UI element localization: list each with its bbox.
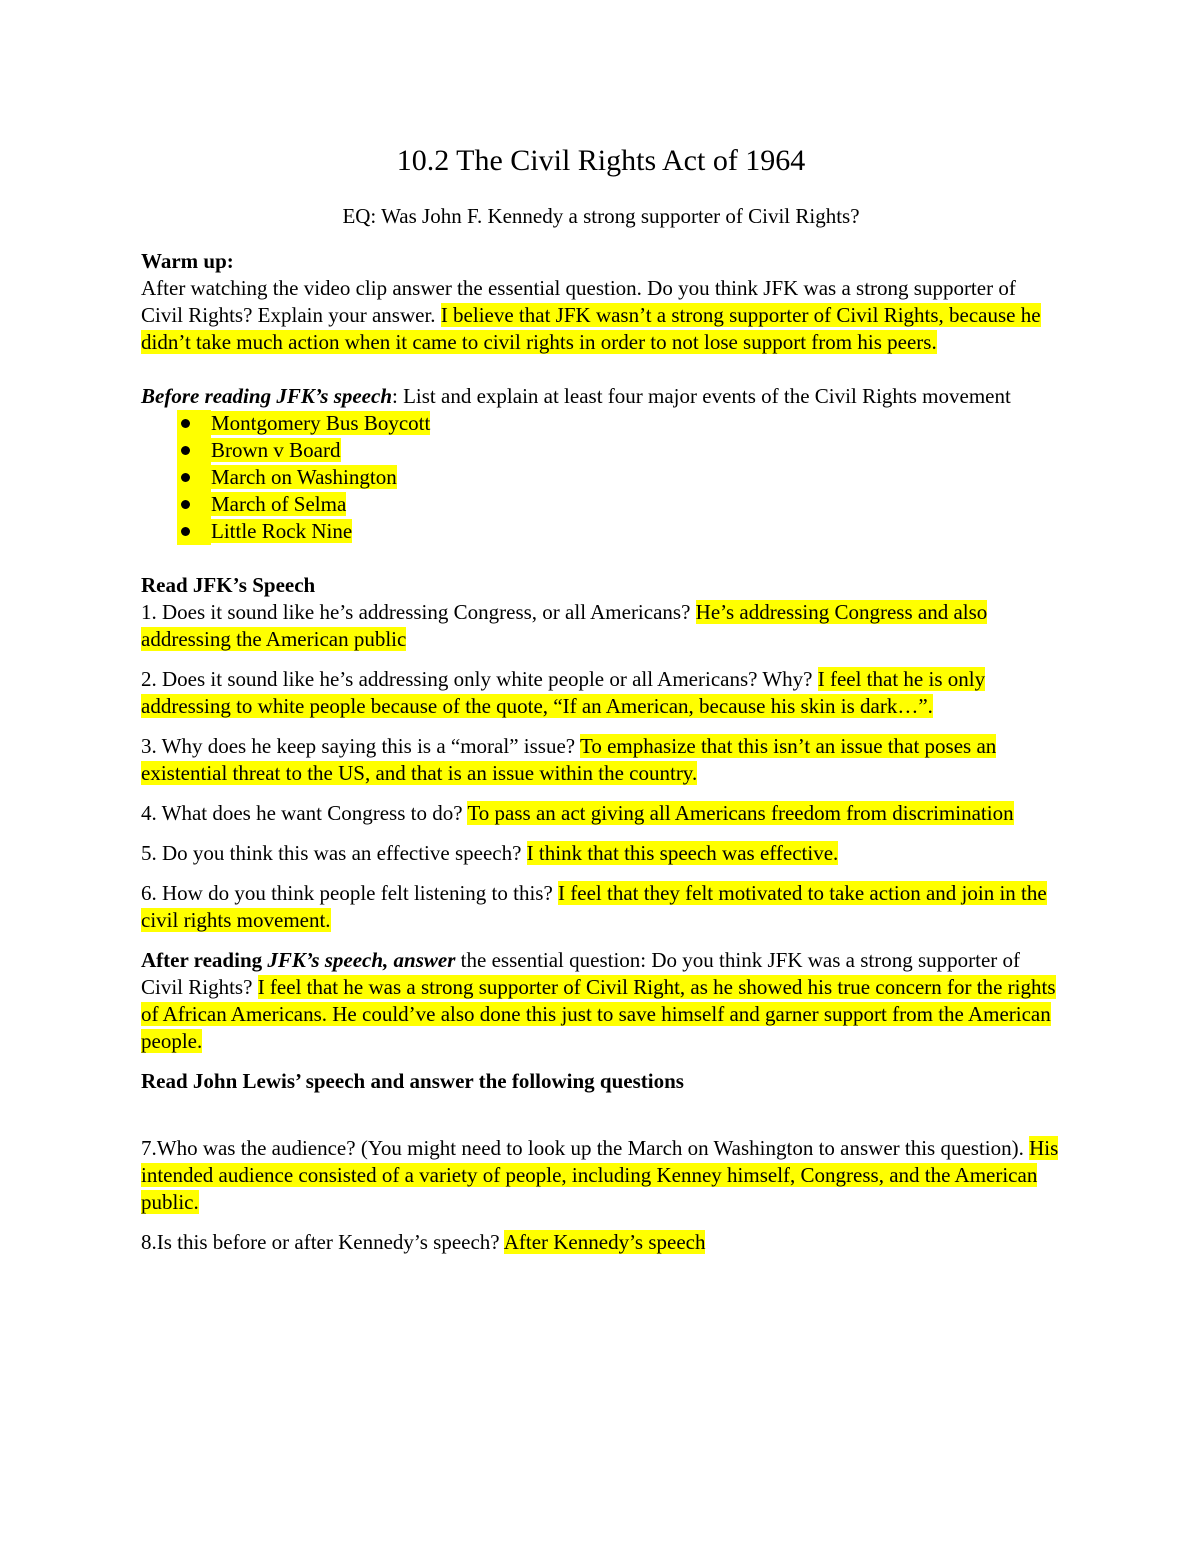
bullet-icon (177, 518, 211, 545)
question-text: 3. Why does he keep saying this is a “moral” issue? (141, 734, 580, 758)
bullet-icon (177, 410, 211, 437)
lewis-heading: Read John Lewis’ speech and answer the following questions (141, 1069, 684, 1093)
answer-text: To emphasize that this isn’t an issue that poses an existential threat to the US, and that is an issue within the country. (141, 734, 997, 785)
bullet-icon (177, 464, 211, 491)
answer-text: His intended audience consisted of a variety of people, including Kenney himself, Congress, and the American public. (141, 1136, 1059, 1214)
after-section (141, 947, 1061, 1055)
question-text: 5. Do you think this was an effective speech? (141, 841, 527, 865)
answer-text: To pass an act giving all Americans freedom from discrimination (467, 801, 1014, 825)
warmup-section (141, 248, 1061, 356)
before-section (141, 383, 1061, 545)
list-item (177, 518, 1061, 545)
question-5 (141, 840, 1061, 867)
warmup-heading: Warm up: (141, 249, 234, 273)
event-label: Brown v Board (211, 438, 341, 462)
question-text: 6. How do you think people felt listening to this? (141, 881, 559, 905)
document-content (141, 141, 1061, 1256)
list-item (177, 464, 1061, 491)
event-label: March of Selma (211, 492, 347, 516)
after-heading-a: After reading (141, 948, 268, 972)
before-heading: Before reading JFK’s speech (141, 384, 393, 408)
event-label: Little Rock Nine (211, 519, 353, 543)
answer-text: I feel that he is only addressing to white people because of the quote, “If an American, because his skin is dark…”. (141, 667, 986, 718)
after-heading-b: JFK’s speech, answer (267, 948, 456, 972)
answer-text: I think that this speech was effective. (526, 841, 839, 865)
question-text: 8.Is this before or after Kennedy’s speech? (141, 1230, 504, 1254)
before-prompt: : List and explain at least four major events of the Civil Rights movement (392, 384, 1011, 408)
bullet-icon (177, 437, 211, 464)
answer-text: He’s addressing Congress and also addressing the American public (141, 600, 988, 651)
warmup-paragraph (141, 275, 1061, 356)
list-item (177, 491, 1061, 518)
answer-text: After Kennedy’s speech (503, 1230, 706, 1254)
question-text: 4. What does he want Congress to do? (141, 801, 468, 825)
question-3 (141, 733, 1061, 787)
question-text: 2. Does it sound like he’s addressing only white people or all Americans? Why? (141, 667, 818, 691)
document-title: 10.2 The Civil Rights Act of 1964 (396, 144, 806, 177)
question-2 (141, 666, 1061, 720)
jfk-section (141, 572, 1061, 934)
lewis-section (141, 1068, 1061, 1256)
question-8 (141, 1229, 1061, 1256)
question-text: 7.Who was the audience? (You might need to look up the March on Washington to answer this question). (141, 1136, 1030, 1160)
after-paragraph (141, 947, 1061, 1055)
question-text: 1. Does it sound like he’s addressing Congress, or all Americans? (141, 600, 696, 624)
question-6 (141, 880, 1061, 934)
essential-question: EQ: Was John F. Kennedy a strong supporter of Civil Rights? (342, 204, 860, 228)
jfk-heading: Read JFK’s Speech (141, 573, 316, 597)
answer-text: I feel that they felt motivated to take action and join in the civil rights movement. (141, 881, 1047, 932)
before-paragraph (141, 383, 1061, 410)
question-1 (141, 599, 1061, 653)
warmup-prompt: After watching the video clip answer the essential question. Do you think JFK was a strong supporter of Civil Rights? Explain your answer. (141, 276, 1016, 327)
bullet-icon (177, 491, 211, 518)
list-item (177, 437, 1061, 464)
event-label: March on Washington (211, 465, 397, 489)
list-item (177, 410, 1061, 437)
warmup-answer: I believe that JFK wasn’t a strong supporter of Civil Rights, because he didn’t take much action when it came to civil rights in order to not lose support from his peers. (141, 303, 1041, 354)
question-7 (141, 1135, 1061, 1216)
after-answer: I feel that he was a strong supporter of Civil Right, as he showed his true concern for the rights of African Americans. He could’ve also done this just to save himself and garner support from the American people. (141, 975, 1056, 1053)
after-prompt: the essential question: Do you think JFK was a strong supporter of Civil Rights? (141, 948, 1021, 999)
event-label: Montgomery Bus Boycott (211, 411, 431, 435)
events-list (141, 410, 1061, 545)
question-4 (141, 800, 1061, 827)
